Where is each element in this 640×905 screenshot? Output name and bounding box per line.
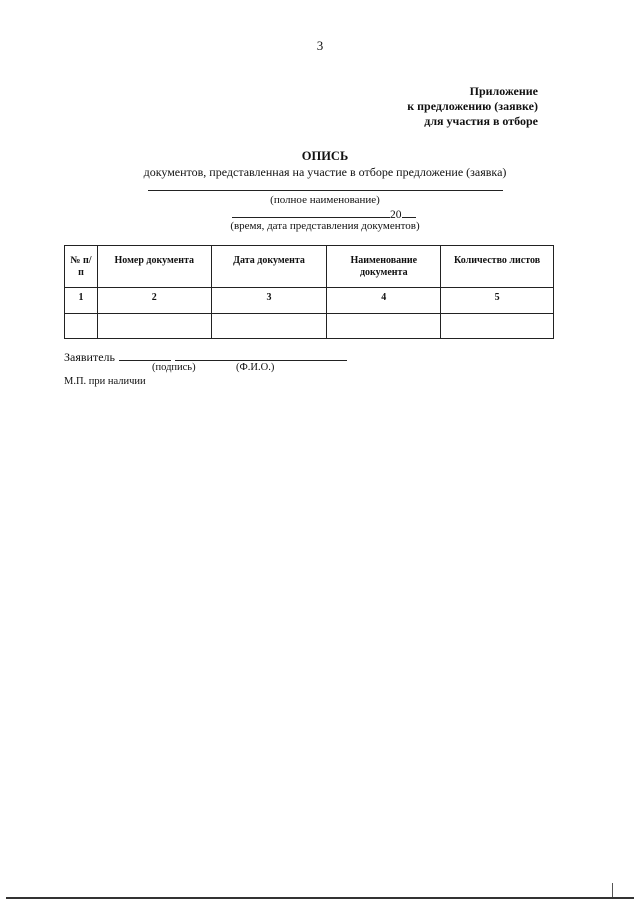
header-doc-number: Номер документа bbox=[97, 246, 211, 288]
date-year-blank bbox=[402, 206, 416, 218]
appendix-line-1: Приложение bbox=[469, 84, 538, 98]
page-number: 3 bbox=[316, 38, 324, 53]
table-cell bbox=[211, 314, 327, 339]
table-cell: 5 bbox=[441, 288, 554, 314]
table-cell bbox=[441, 314, 554, 339]
table-cell bbox=[97, 314, 211, 339]
header-doc-date: Дата документа bbox=[211, 246, 327, 288]
header-sheet-count: Количество листов bbox=[441, 246, 554, 288]
header-index: № п/п bbox=[65, 246, 98, 288]
table-cell: 4 bbox=[327, 288, 441, 314]
documents-table bbox=[64, 245, 554, 339]
table-cell: 1 bbox=[65, 288, 98, 314]
table-cell bbox=[65, 314, 98, 339]
table-cell: 3 bbox=[211, 288, 327, 314]
scan-edge-mark bbox=[612, 883, 613, 897]
table-row bbox=[65, 314, 554, 339]
signature-caption: (подпись) bbox=[152, 362, 196, 373]
document-title: ОПИСЬ bbox=[301, 149, 349, 163]
header-doc-name: Наименование документа bbox=[327, 246, 441, 288]
signature-blank bbox=[119, 348, 171, 361]
full-name-caption: (полное наименование) bbox=[270, 194, 380, 206]
table-cell bbox=[327, 314, 441, 339]
fio-blank bbox=[175, 348, 347, 361]
datetime-caption: (время, дата представления документов) bbox=[230, 220, 420, 232]
table-header-row bbox=[65, 246, 554, 288]
table-cell: 2 bbox=[97, 288, 211, 314]
document-subtitle: документов, представленная на участие в отборе предложение (заявка) bbox=[143, 165, 507, 179]
table-row bbox=[65, 288, 554, 314]
date-blank bbox=[232, 206, 390, 218]
appendix-line-2: к предложению (заявке) bbox=[407, 99, 538, 113]
stamp-note: М.П. при наличии bbox=[64, 376, 146, 387]
date-year-prefix: 20 bbox=[390, 209, 402, 221]
full-name-line bbox=[148, 190, 503, 191]
applicant-line bbox=[64, 348, 347, 365]
date-line bbox=[232, 206, 416, 221]
appendix-header bbox=[388, 84, 538, 129]
scan-edge-line bbox=[6, 897, 634, 899]
applicant-label: Заявитель bbox=[64, 350, 115, 364]
appendix-line-3: для участия в отборе bbox=[424, 114, 538, 128]
fio-caption: (Ф.И.О.) bbox=[236, 362, 275, 373]
